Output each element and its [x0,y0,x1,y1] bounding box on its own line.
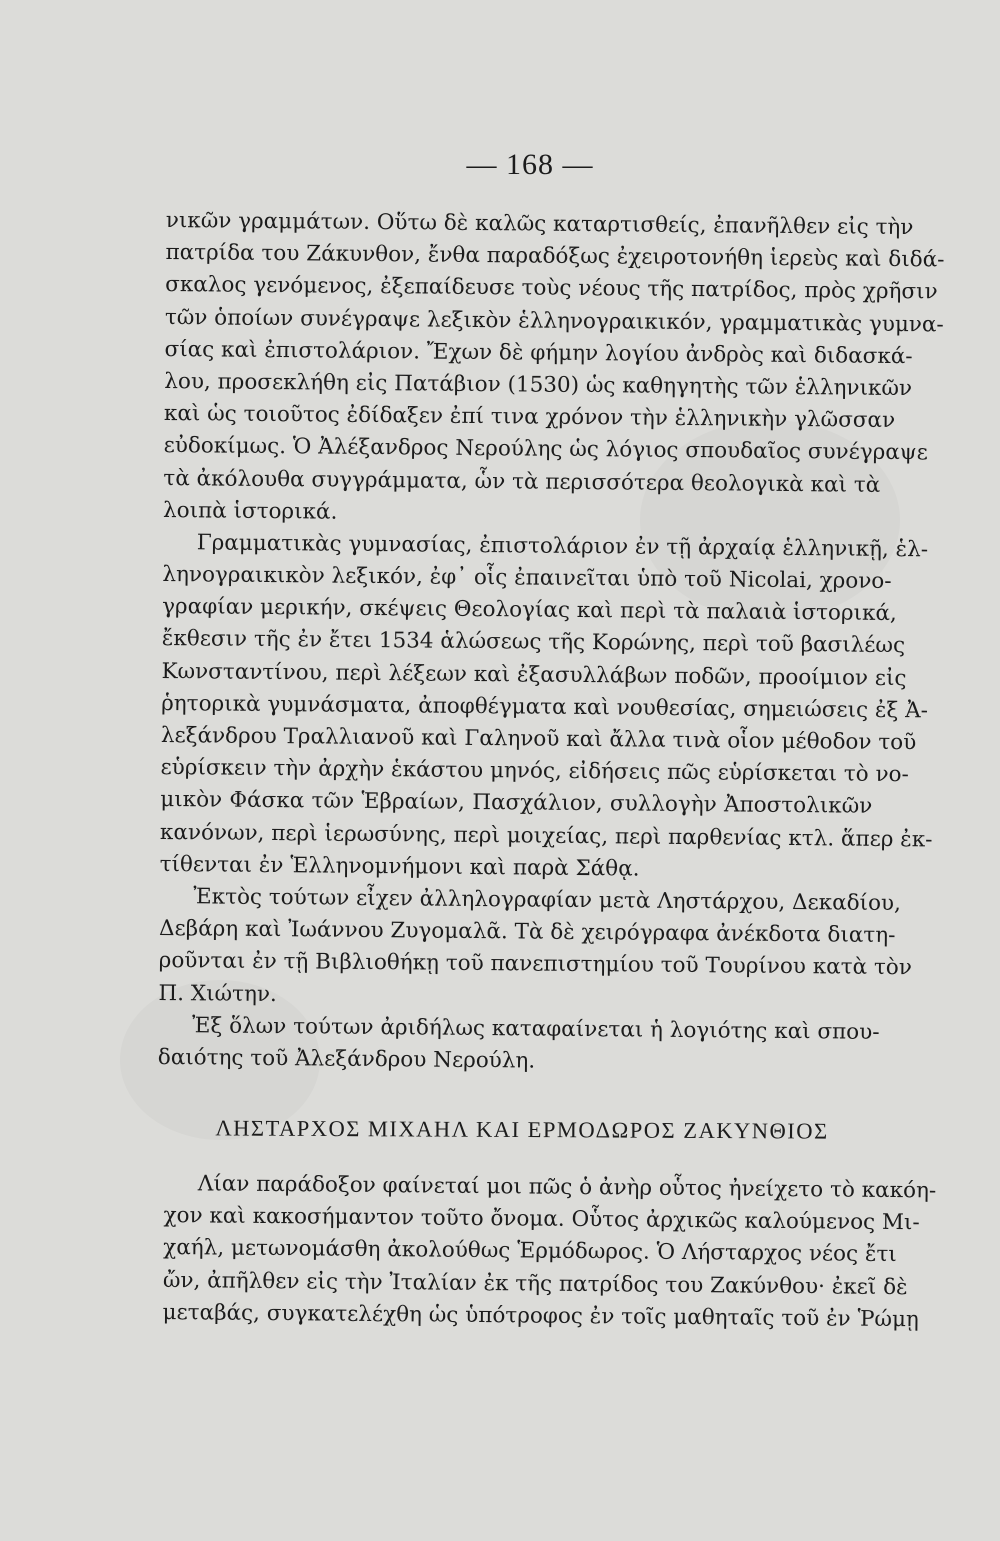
text-line: λεξάνδρου Τραλλιανοῦ καὶ Γαληνοῦ καὶ ἄλλα τινὰ οἷον μέθοδον τοῦ [160,722,917,756]
text-line: Γραμματικὰς γυμνασίας, ἐπιστολάριον ἐν τῇ ἀρχαίᾳ ἑλληνικῇ, ἑλ- [196,530,929,563]
text-line: ῥητορικὰ γυμνάσματα, ἀποφθέγματα καὶ νουθεσίας, σημειώσεις ἐξ Ἀ- [161,690,929,724]
paragraph-1 [162,205,945,534]
text-line: Λίαν παράδοξον φαίνεταί μοι πῶς ὁ ἀνὴρ οὗτος ἠνείχετο τὸ κακόη- [197,1171,937,1204]
paragraph-3 [158,881,912,1017]
text-line: Π. Χιώτην. [158,980,277,1007]
text-line: Ἐξ ὅλων τούτων ἀριδήλως καταφαίνεται ἡ λογιότης καὶ σπου- [192,1012,880,1045]
text-line: σκαλος γενόμενος, ἐξεπαίδευσε τοὺς νέους τῆς πατρίδος, πρὸς χρῆσιν [165,272,938,305]
text-line: μικὸν Φάσκα τῶν Ἑβραίων, Πασχάλιον, συλλογὴν Ἀποστολικῶν [160,787,873,820]
body-text [157,205,945,1081]
text-line: λοιπὰ ἱστορικά. [162,497,338,525]
text-line: σίας καὶ ἐπιστολάριον. Ἔχων δὲ φήμην λογίου ἀνδρὸς καὶ διδασκά- [164,336,913,369]
text-line: Ἐκτὸς τούτων εἶχεν ἀλληλογραφίαν μετὰ Ληστάρχου, Δεκαδίου, [193,884,902,917]
text-line: ληνογραικικὸν λεξικόν, ἐφ᾽ οἷς ἐπαινεῖται ὑπὸ τοῦ Nicolai, χρονο- [162,562,892,595]
text-line: εὐδοκίμως. Ὁ Ἀλέξανδρος Νερούλης ὡς λόγιος σπουδαῖος συνέγραψε [163,433,928,466]
text-line: ροῦνται ἐν τῇ Βιβλιοθήκῃ τοῦ πανεπιστημίου τοῦ Τουρίνου κατὰ τὸν [158,948,912,981]
text-line: Δεβάρη καὶ Ἰωάννου Ζυγομαλᾶ. Τὰ δὲ χειρόγραφα ἀνέκδοτα διατη- [158,916,896,949]
page-number: — 168 — [466,148,594,181]
section-heading: ΛΗΣΤΑΡΧΟΣ ΜΙΧΑΗΛ ΚΑΙ ΕΡΜΟΔΩΡΟΣ ΖΑΚΥΝΘΙΟΣ [215,1115,829,1144]
text-line: μεταβάς, συγκατελέχθη ὡς ὑπότροφος ἐν τοῖς μαθηταῖς τοῦ ἐν Ῥώμῃ [162,1299,920,1333]
text-line: πατρίδα του Ζάκυνθον, ἔνθα παραδόξως ἐχειροτονήθη ἱερεὺς καὶ διδά- [165,240,945,273]
text-line: τίθενται ἐν Ἑλληνομνήμονι καὶ παρὰ Σάθᾳ. [159,851,640,882]
paragraph-4 [157,1010,880,1081]
text-line: κανόνων, περὶ ἱερωσύνης, περὶ μοιχείας, περὶ παρθενίας κτλ. ἅπερ ἐκ- [159,819,933,852]
text-line: τὰ ἀκόλουθα συγγράμματα, ὧν τὰ περισσότερα θεολογικὰ καὶ τὰ [163,465,881,498]
text-line: γραφίαν μερικήν, σκέψεις Θεολογίας καὶ περὶ τὰ παλαιὰ ἱστορικά, [162,594,897,627]
section-body-text [162,1168,937,1336]
text-line: ὤν, ἀπῆλθεν εἰς τὴν Ἰταλίαν ἐκ τῆς πατρίδος του Ζακύνθου· ἐκεῖ δὲ [162,1267,908,1300]
text-line: τῶν ὁποίων συνέγραψε λεξικὸν ἑλληνογραικικόν, γραμματικὰς γυμνα- [164,304,944,338]
text-line: χον καὶ κακοσήμαντον τοῦτο ὄνομα. Οὗτος ἀρχικῶς καλούμενος Μι- [163,1203,920,1236]
text-line: καὶ ὡς τοιοῦτος ἐδίδαξεν ἐπί τινα χρόνον τὴν ἑλληνικὴν γλῶσσαν [163,401,896,434]
paragraph-2 [159,527,933,888]
text-line: ἔκθεσιν τῆς ἐν ἔτει 1534 ἁλώσεως τῆς Κορώνης, περὶ τοῦ βασιλέως [161,626,906,659]
text-line: εὑρίσκειν τὴν ἀρχὴν ἑκάστου μηνός, εἰδήσεις πῶς εὑρίσκεται τὸ νο- [160,755,909,788]
text-line: Κωνσταντίνου, περὶ λέξεων καὶ ἐξασυλλάβων ποδῶν, προοίμιον εἰς [161,658,907,691]
text-line: νικῶν γραμμάτων. Οὕτω δὲ καλῶς καταρτισθείς, ἐπανῆλθεν εἰς τὴν [165,207,914,241]
text-line: λου, προσεκλήθη εἰς Πατάβιον (1530) ὡς καθηγητὴς τῶν ἑλληνικῶν [164,368,913,402]
text-line: δαιότης τοῦ Ἀλεξάνδρου Νερούλη. [157,1044,536,1074]
text-line: χαήλ, μετωνομάσθη ἀκολούθως Ἑρμόδωρος. Ὁ Λήσταρχος νέος ἔτι [163,1235,897,1268]
